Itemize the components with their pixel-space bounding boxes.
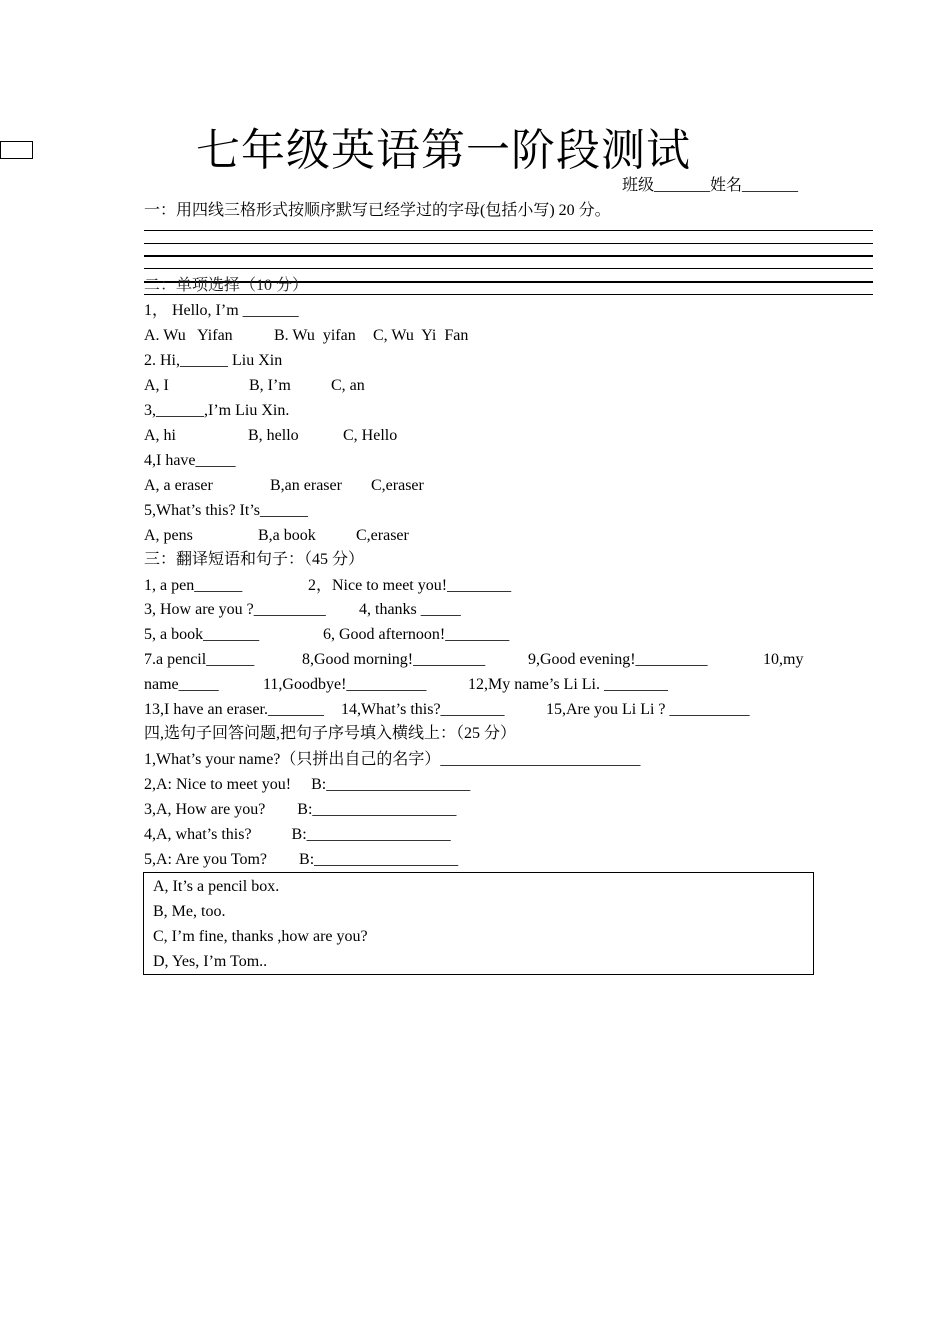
q2-2-stem: 2. Hi,______ Liu Xin: [144, 352, 283, 369]
translate-item: 3, How are you ?_________: [144, 601, 326, 618]
section2-heading: 二：单项选择（10 分）: [144, 277, 309, 294]
translate-item: 12,My name’s Li Li. ________: [468, 676, 668, 693]
q4-question: 4,A, what’s this? B:__________________: [144, 826, 451, 843]
class-name-line: 班级_______姓名_______: [622, 177, 799, 194]
q2-2-option-b: B, I’m: [249, 377, 291, 394]
translate-item: 7.a pencil______: [144, 651, 255, 668]
q4-question: 2,A: Nice to meet you! B:__________________: [144, 776, 471, 793]
corner-box: [0, 141, 33, 159]
q2-2-option-c: C, an: [331, 377, 365, 394]
q2-5-option-b: B,a book: [258, 527, 316, 544]
q2-3-option-b: B, hello: [248, 427, 299, 444]
translate-item: 9,Good evening!_________: [528, 651, 708, 668]
writing-line-3: [144, 255, 873, 257]
q2-1-option-a: A. Wu Yifan: [144, 327, 233, 344]
translate-item: 2，Nice to meet you!________: [308, 577, 512, 594]
writing-line-2: [144, 243, 873, 244]
q2-5-option-c: C,eraser: [356, 527, 409, 544]
q2-5-stem: 5,What’s this? It’s______: [144, 502, 308, 519]
section4-heading: 四,选句子回答问题,把句子序号填入横线上：（25 分）: [144, 725, 517, 742]
answer-option: B, Me, too.: [153, 903, 226, 920]
q2-4-option-b: B,an eraser: [270, 477, 342, 494]
q2-3-option-a: A, hi: [144, 427, 176, 444]
translate-item: 8,Good morning!_________: [302, 651, 486, 668]
writing-line-1: [144, 230, 873, 231]
writing-line-4: [144, 268, 873, 269]
translate-item: 13,I have an eraser._______: [144, 701, 324, 718]
translate-item: 10,my: [763, 651, 804, 668]
translate-item: 11,Goodbye!__________: [263, 676, 427, 693]
translate-item: 5, a book_______: [144, 626, 260, 643]
answer-option: D, Yes, I’m Tom..: [153, 953, 268, 970]
translate-item: name_____: [144, 676, 219, 693]
translate-item: 15,Are you Li Li ? __________: [546, 701, 750, 718]
section1-heading: 一：用四线三格形式按顺序默写已经学过的字母(包括小写) 20 分。: [144, 202, 611, 219]
q2-4-stem: 4,I have_____: [144, 452, 236, 469]
page-title: 七年级英语第一阶段测试: [196, 126, 691, 175]
q2-1-option-b: B. Wu yifan: [274, 327, 356, 344]
translate-item: 1, a pen______: [144, 577, 243, 594]
q2-3-option-c: C, Hello: [343, 427, 398, 444]
answer-option: A, It’s a pencil box.: [153, 878, 280, 895]
q2-4-option-a: A, a eraser: [144, 477, 213, 494]
translate-item: 4, thanks _____: [359, 601, 461, 618]
q2-5-option-a: A, pens: [144, 527, 193, 544]
q2-4-option-c: C,eraser: [371, 477, 424, 494]
answer-option: C, I’m fine, thanks ,how are you?: [153, 928, 368, 945]
q2-1-stem: 1， Hello, I’m _______: [144, 302, 299, 319]
q4-question: 1,What’s your name?（只拼出自己的名字）_________________________: [144, 751, 641, 768]
translate-item: 14,What’s this?________: [341, 701, 505, 718]
q2-3-stem: 3,______,I’m Liu Xin.: [144, 402, 290, 419]
answer-options-box: [143, 872, 814, 975]
section3-heading: 三：翻译短语和句子：（45 分）: [144, 551, 365, 568]
q2-1-option-c: C, Wu Yi Fan: [373, 327, 469, 344]
q2-2-option-a: A, I: [144, 377, 169, 394]
translate-item: 6, Good afternoon!________: [323, 626, 510, 643]
q4-question: 5,A: Are you Tom? B:__________________: [144, 851, 459, 868]
q4-question: 3,A, How are you? B:__________________: [144, 801, 457, 818]
